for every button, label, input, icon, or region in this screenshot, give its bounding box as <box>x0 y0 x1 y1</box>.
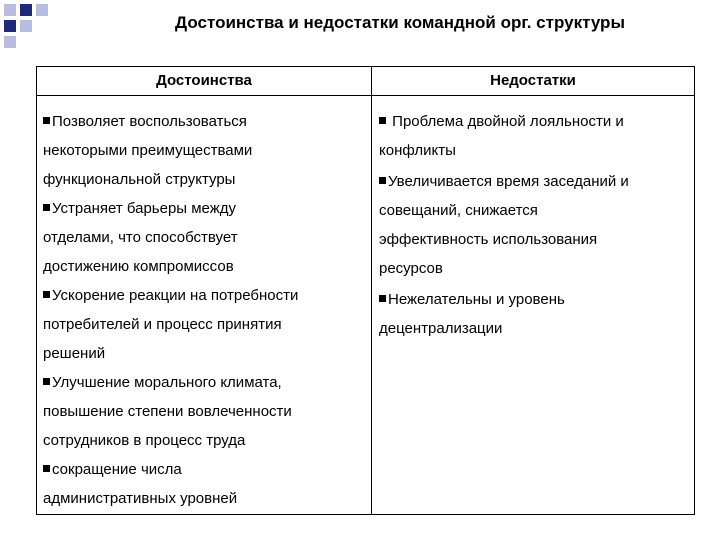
page-title: Достоинства и недостатки командной орг. структуры <box>175 13 625 32</box>
column-divider <box>371 67 372 514</box>
bullet-icon <box>379 117 386 124</box>
item-text: сокращение числа <box>52 461 182 478</box>
item-text: решений <box>43 345 106 362</box>
disadvantages-header: Недостатки <box>490 72 576 89</box>
item-text: Нежелательны и уровень <box>388 291 565 308</box>
advantage-item <box>43 281 365 368</box>
item-text: конфликты <box>379 142 456 159</box>
item-text: отделами, что способствует <box>43 229 238 246</box>
item-text: потребителей и процесс принятия <box>43 316 282 333</box>
item-text: Проблема двойной лояльности и <box>388 113 624 130</box>
bullet-icon <box>43 291 50 298</box>
item-text: Позволяет воспользоваться <box>52 113 247 130</box>
disadvantages-list <box>379 107 691 345</box>
comparison-table <box>36 66 695 515</box>
advantage-item <box>43 107 365 194</box>
item-text: Ускорение реакции на потребности <box>52 287 299 304</box>
header-divider <box>37 95 694 96</box>
item-text: некоторыми преимуществами <box>43 142 253 159</box>
advantage-item <box>43 368 365 455</box>
item-text: достижению компромиссов <box>43 258 234 275</box>
item-text: совещаний, снижается <box>379 202 538 219</box>
bullet-icon <box>43 204 50 211</box>
item-text: децентрализации <box>379 320 503 337</box>
item-text: функциональной структуры <box>43 171 236 188</box>
bullet-icon <box>43 117 50 124</box>
bullet-icon <box>43 378 50 385</box>
disadvantage-item <box>379 107 691 165</box>
decorative-squares-icon <box>0 0 64 56</box>
advantages-header: Достоинства <box>156 72 252 89</box>
item-text: ресурсов <box>379 260 443 277</box>
item-text: Устраняет барьеры между <box>52 200 237 217</box>
item-text: сотрудников в процесс труда <box>43 432 246 449</box>
advantage-item <box>43 194 365 281</box>
item-text: Увеличивается время заседаний и <box>388 173 629 190</box>
bullet-icon <box>43 465 50 472</box>
advantage-item <box>43 455 365 513</box>
bullet-icon <box>379 177 386 184</box>
item-text: административных уровней <box>43 490 238 507</box>
disadvantage-item <box>379 167 691 283</box>
item-text: Улучшение морального климата, <box>52 374 282 391</box>
disadvantage-item <box>379 285 691 343</box>
item-text: эффективность использования <box>379 231 598 248</box>
item-text: повышение степени вовлеченности <box>43 403 292 420</box>
advantages-list <box>43 107 365 513</box>
bullet-icon <box>379 295 386 302</box>
